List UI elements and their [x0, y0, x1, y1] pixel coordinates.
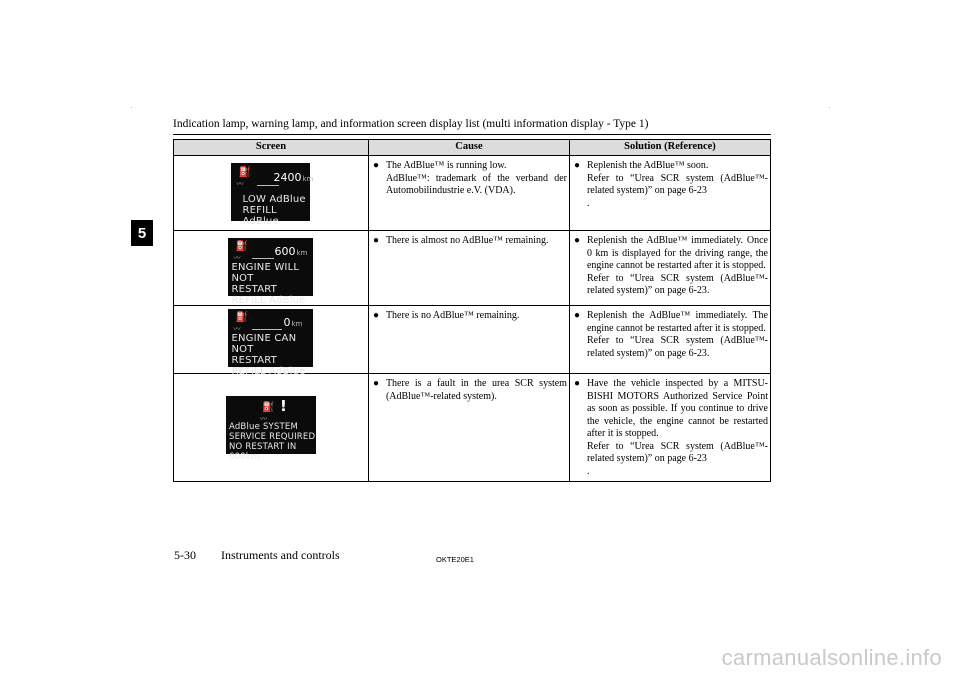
bullet-icon: ●	[372, 310, 379, 321]
solution-bullet: ● Replenish the AdBlue™ immediately. The engine cannot be restarted after it is stopped. Refer to “Urea SCR system (AdBlue™-related system)” on page 6-23.	[573, 310, 768, 359]
warning-icon: !	[279, 397, 287, 416]
watermark-text[interactable]: carmanualsonline.info	[721, 645, 942, 670]
indication-table	[173, 139, 771, 482]
cause-bullet: ● The AdBlue™ is running low. AdBlue™: trademark of the verband der Automobilindustrie e.V. (VDA).	[372, 160, 567, 196]
wave-icon: 〰	[233, 253, 241, 262]
display-message: LOW AdBlue REFILL AdBlue	[242, 193, 306, 227]
page-number: 5-30	[174, 548, 196, 562]
wave-icon: 〰	[259, 415, 267, 424]
page-header-title: Indication lamp, warning lamp, and information screen display list (multi information display - Type 1)	[173, 118, 649, 130]
column-header-cause: Cause	[368, 140, 569, 156]
bullet-icon: ●	[372, 235, 379, 246]
chapter-tab-marker: 5	[131, 220, 153, 246]
cause-cell	[368, 306, 569, 374]
solution-cell	[569, 156, 770, 231]
solution-cell	[569, 306, 770, 374]
table-row	[174, 374, 771, 482]
screen-cell	[174, 306, 369, 378]
column-header-screen: Screen	[174, 140, 369, 156]
screen-cell	[174, 231, 369, 306]
cause-cell	[368, 156, 569, 231]
bullet-icon: ●	[573, 378, 581, 389]
cause-bullet: ● There is almost no AdBlue™ remaining.	[372, 235, 549, 246]
scan-dot	[131, 107, 132, 108]
display-message: ENGINE CAN NOT RESTART REFILL AdBlue	[231, 333, 306, 378]
screen-cell	[174, 156, 369, 231]
adblue-tank-icon: ⛽	[235, 312, 248, 324]
adblue-tank-icon: ⛽	[235, 240, 248, 252]
header-divider	[173, 134, 771, 135]
range-bar	[252, 258, 274, 259]
table-row	[174, 306, 771, 374]
range-bar	[252, 329, 282, 330]
display-message: AdBlue SYSTEM SERVICE REQUIRED NO RESTART IN 600km	[228, 422, 316, 463]
adblue-tank-icon: ⛽	[261, 402, 275, 414]
lcd-display	[231, 163, 314, 227]
table-header-row	[174, 140, 771, 156]
bullet-icon: ●	[372, 160, 379, 171]
range-value: 600km	[274, 244, 308, 258]
wave-icon: 〰	[236, 179, 244, 188]
display-message: ENGINE WILL NOT RESTART REFILL AdBlue	[231, 261, 306, 306]
bullet-icon: ●	[573, 310, 581, 321]
document-code: OKTE20E1	[436, 555, 474, 564]
range-value: 0km	[283, 316, 303, 330]
cause-bullet: ● There is a fault in the urea SCR system (AdBlue™-related system).	[372, 378, 567, 402]
lcd-display	[226, 396, 316, 463]
cause-cell	[368, 374, 569, 482]
range-value: 2400km	[273, 170, 314, 184]
table-row	[174, 231, 771, 306]
bullet-icon: ●	[573, 160, 581, 171]
lcd-display	[228, 309, 313, 378]
section-title: Instruments and controls	[221, 548, 340, 562]
wave-icon: 〰	[233, 325, 241, 334]
column-header-solution: Solution (Reference)	[569, 140, 770, 156]
cause-bullet: ● There is no AdBlue™ remaining.	[372, 310, 520, 321]
solution-bullet: ● Replenish the AdBlue™ soon. Refer to “Urea SCR system (AdBlue™-related system)” on page 6-23 .	[573, 160, 768, 209]
solution-cell	[569, 231, 770, 306]
adblue-tank-icon: ⛽	[238, 166, 251, 178]
solution-bullet: ● Have the vehicle inspected by a MITSU-BISHI MOTORS Authorized Service Point as soon as possible. If you continue to drive the vehicle, the engine cannot be restarted after it is stopped. Refer to “Urea SCR system (AdBlue™-related system)” on page 6-23 .	[573, 378, 768, 477]
table-row	[174, 156, 771, 231]
screen-cell	[174, 374, 369, 482]
scan-dot	[829, 107, 830, 108]
solution-cell	[569, 374, 770, 482]
lcd-display	[228, 238, 313, 306]
cause-cell	[368, 231, 569, 306]
solution-bullet: ● Replenish the AdBlue™ immediately. Once 0 km is displayed for the driving range, the engine cannot be restarted after it is stopped. Refer to “Urea SCR system (AdBlue™-related system)” on page 6-23.	[573, 235, 768, 296]
bullet-icon: ●	[573, 235, 581, 246]
bullet-icon: ●	[372, 378, 379, 389]
